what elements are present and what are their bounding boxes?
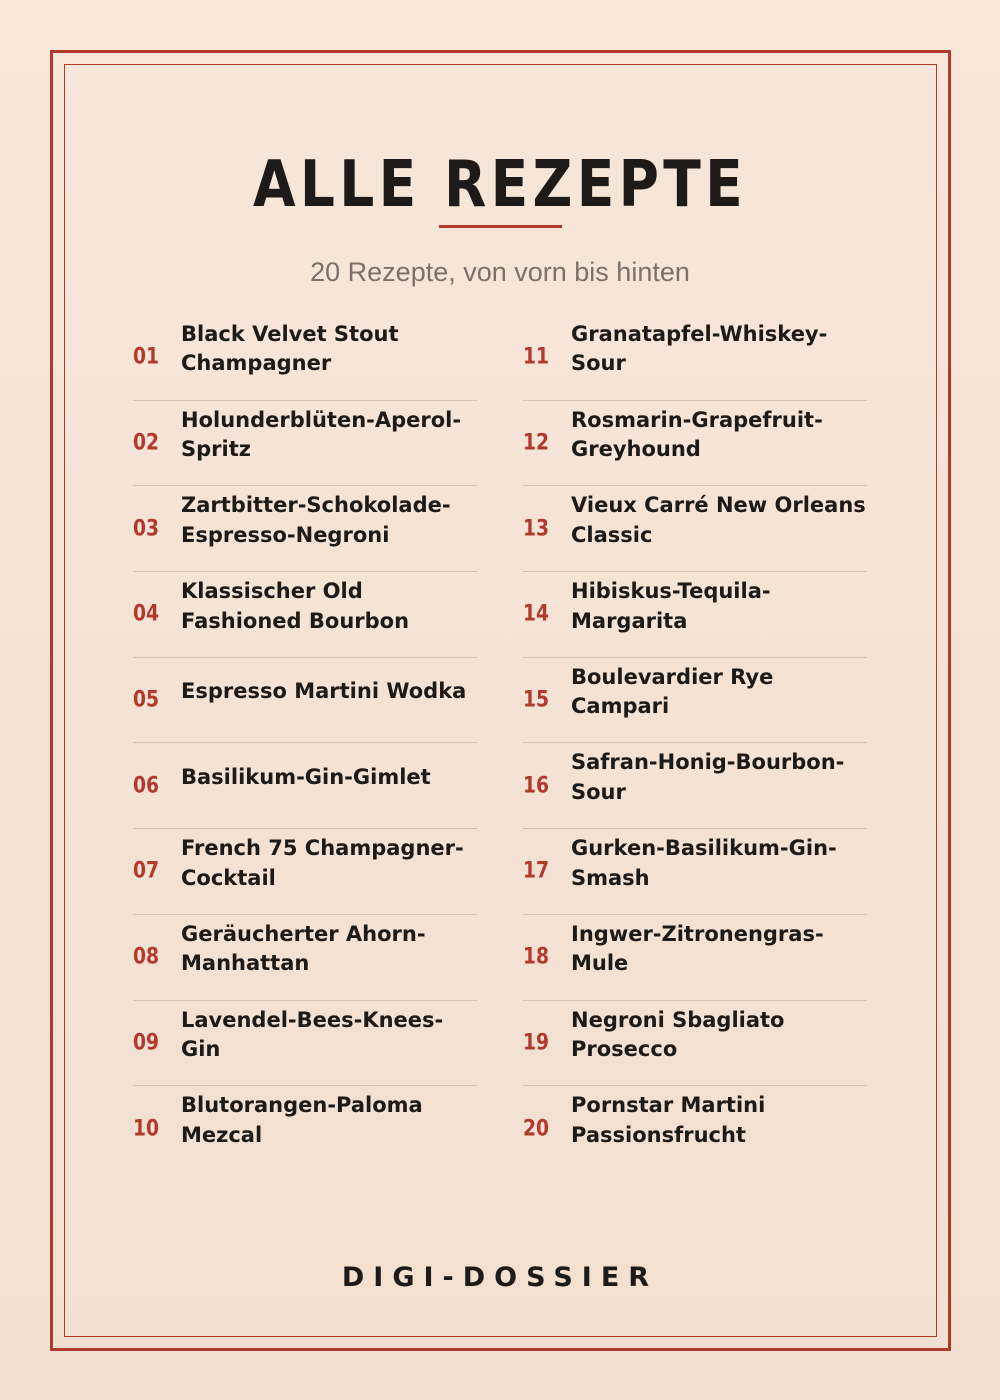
recipe-number: 17 xyxy=(523,858,550,884)
recipe-name: Blutorangen-Paloma Mezcal xyxy=(181,1093,423,1147)
recipe-entry[interactable] xyxy=(523,485,867,571)
title-underline xyxy=(439,225,562,228)
recipe-number: 02 xyxy=(133,430,160,456)
recipe-number: 20 xyxy=(523,1116,550,1142)
recipe-name: Gurken-Basilikum-Gin- Smash xyxy=(571,836,837,890)
recipe-entry[interactable] xyxy=(523,571,867,657)
recipe-name: Lavendel-Bees-Knees- Gin xyxy=(181,1007,444,1061)
recipe-number: 15 xyxy=(523,687,550,713)
recipe-entry[interactable] xyxy=(523,742,867,828)
recipe-number: 06 xyxy=(133,773,160,799)
recipe-number: 03 xyxy=(133,516,160,542)
recipe-name: Safran-Honig-Bourbon- Sour xyxy=(571,750,845,804)
recipe-list-left xyxy=(133,314,477,1171)
recipe-number: 08 xyxy=(133,944,160,970)
recipe-entry[interactable] xyxy=(133,571,477,657)
recipe-name: Espresso Martini Wodka xyxy=(181,679,467,704)
recipe-number: 05 xyxy=(133,687,160,713)
recipe-name: Pornstar Martini Passionsfrucht xyxy=(571,1093,766,1147)
recipe-number: 07 xyxy=(133,858,160,884)
recipe-name: Geräucherter Ahorn- Manhattan xyxy=(181,921,426,976)
recipe-number: 09 xyxy=(133,1030,160,1056)
recipe-name: Ingwer-Zitronengras- Mule xyxy=(571,921,824,976)
recipe-name: Hibiskus-Tequila- Margarita xyxy=(571,579,771,633)
recipe-name: Negroni Sbagliato Prosecco xyxy=(571,1007,785,1061)
recipe-list-right xyxy=(523,314,867,1171)
recipe-entry[interactable] xyxy=(133,657,477,743)
recipe-entry[interactable] xyxy=(523,657,867,743)
recipe-entry[interactable] xyxy=(133,828,477,914)
recipe-entry[interactable] xyxy=(133,1000,477,1086)
brand-footer: DIGI-DOSSIER xyxy=(341,1262,659,1293)
recipe-entry[interactable] xyxy=(523,1085,867,1171)
recipe-name: Boulevardier Rye Campari xyxy=(571,664,774,719)
recipe-entry[interactable] xyxy=(523,1000,867,1086)
recipe-name: Holunderblüten-Aperol- Spritz xyxy=(181,407,462,462)
recipe-entry[interactable] xyxy=(523,914,867,1000)
recipe-entry[interactable] xyxy=(133,742,477,828)
recipe-entry[interactable] xyxy=(133,485,477,571)
recipe-entry[interactable] xyxy=(133,1085,477,1171)
recipe-number: 13 xyxy=(523,516,550,542)
recipe-name: Granatapfel-Whiskey- Sour xyxy=(571,321,828,375)
recipe-name: Rosmarin-Grapefruit- Greyhound xyxy=(571,407,823,462)
recipe-number: 14 xyxy=(523,601,550,627)
recipe-entry[interactable] xyxy=(133,914,477,1000)
recipe-name: French 75 Champagner- Cocktail xyxy=(181,836,464,890)
recipe-number: 19 xyxy=(523,1030,550,1056)
recipe-number: 04 xyxy=(133,601,160,627)
page-title: ALLE REZEPTE xyxy=(252,148,748,222)
recipe-name: Basilikum-Gin-Gimlet xyxy=(181,764,431,789)
recipe-name: Zartbitter-Schokolade- Espresso-Negroni xyxy=(181,493,451,547)
recipe-entry[interactable] xyxy=(133,400,477,486)
recipe-number: 11 xyxy=(523,344,550,370)
recipe-number: 12 xyxy=(523,430,550,456)
recipe-number: 16 xyxy=(523,773,550,799)
recipe-entry[interactable] xyxy=(523,314,867,400)
recipe-number: 01 xyxy=(133,344,160,370)
recipe-number: 10 xyxy=(133,1116,160,1142)
recipe-entry[interactable] xyxy=(523,400,867,486)
recipe-entry[interactable] xyxy=(523,828,867,914)
recipe-name: Black Velvet Stout Champagner xyxy=(181,321,399,375)
recipe-name: Vieux Carré New Orleans Classic xyxy=(571,493,866,547)
recipe-number: 18 xyxy=(523,944,550,970)
recipe-entry[interactable] xyxy=(133,314,477,400)
page-subtitle: 20 Rezepte, von vorn bis hinten xyxy=(310,257,690,287)
recipe-name: Klassischer Old Fashioned Bourbon xyxy=(181,579,410,633)
